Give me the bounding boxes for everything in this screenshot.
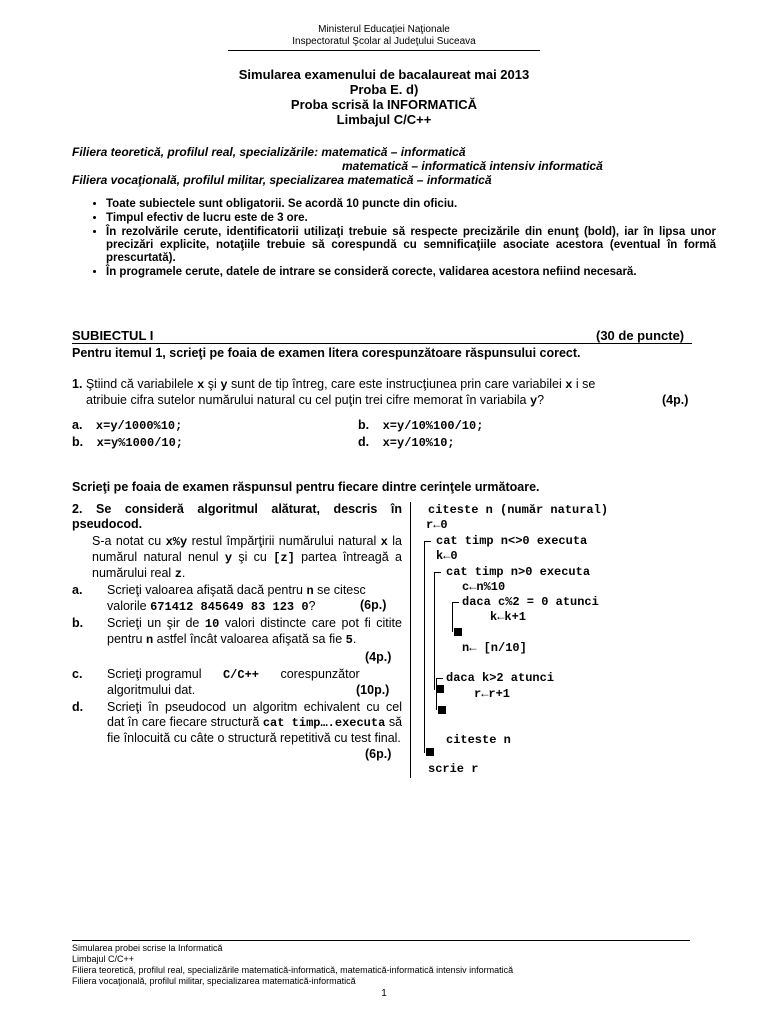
loop-bracket-top (434, 572, 441, 573)
pseudo-line: r←r+1 (474, 687, 511, 701)
q2a-text-part: Scrieţi valoarea afişată dacă pentru (107, 583, 303, 597)
q2-intro (72, 502, 402, 532)
q2a-points: (6p.) (360, 598, 387, 612)
q1-var-y: y (529, 394, 538, 408)
pseudo-line: daca c%2 = 0 atunci (462, 595, 599, 609)
q2c-lang: C/C++ (222, 668, 259, 682)
pseudo-line: k←k+1 (490, 610, 527, 624)
q2-text: partea întreagă a numărului real (92, 550, 402, 580)
q2a-text (107, 583, 402, 615)
q2d-code: cat timp….executa (262, 716, 386, 730)
option-letter: d. (358, 435, 370, 449)
if-bracket (452, 602, 453, 632)
page-number: 1 (381, 988, 387, 999)
q1-option-a (72, 418, 182, 434)
subject-rule (72, 343, 692, 344)
subject-points: (30 de puncte) (596, 328, 685, 343)
q2-text: S-a notat cu (92, 534, 162, 548)
header-inspectorate: Inspectoratul Şcolar al Judeţului Suceava (292, 36, 476, 47)
q2-text: la numărul natural nenul (92, 534, 402, 564)
footer-line3: Filiera teoretică, profilul real, specializările matematică-informatică, matematică-informatică intensiv informatică (72, 965, 514, 975)
q2-description (92, 534, 402, 582)
q2c-letter: c. (72, 667, 83, 681)
pseudo-line: citeste n (446, 733, 511, 747)
q2b-code: 5 (345, 633, 353, 647)
q1-points: (4p.) (662, 393, 689, 407)
q1-text-part: sunt de tip întreg, care este instrucţiunea prin care variabilei (231, 377, 562, 391)
q2-code: y (224, 551, 233, 565)
option-letter: b. (72, 435, 84, 449)
option-code: x=y/10%10; (382, 436, 455, 450)
q2-text: restul împărţirii numărului natural (191, 534, 377, 548)
loop-bracket-outer (424, 541, 425, 753)
pseudo-line: scrie r (428, 762, 479, 776)
q2b-text-part: Scrieţi un şir de (107, 616, 200, 630)
q2c-text-part: Scrieţi programul (107, 667, 202, 681)
q1-text-part: i se (575, 377, 596, 391)
option-code: x=y%1000/10; (96, 436, 184, 450)
footer-line4: Filiera vocaţională, profilul militar, specializarea matematică-informatică (72, 976, 356, 986)
q2c-points: (10p.) (356, 683, 390, 697)
q1-number: 1. (72, 377, 83, 391)
if-end-marker (438, 706, 446, 714)
pseudo-line: citeste n (număr natural) (428, 503, 609, 517)
pseudo-line: cat timp n>0 executa (446, 565, 591, 579)
if-bracket-top (436, 678, 443, 679)
loop-bracket-top (424, 541, 431, 542)
loop-end-marker (426, 748, 434, 756)
title-line4: Limbajul C/C++ (336, 112, 432, 127)
if-end-marker (454, 628, 462, 636)
header-ministry: Ministerul Educaţiei Naţionale (318, 24, 450, 35)
q1-text-part: ? (537, 393, 545, 407)
title-line2: Proba E. d) (349, 82, 419, 97)
q1-var-y: y (220, 378, 228, 392)
title-line3: Proba scrisă la INFORMATICĂ (290, 97, 478, 112)
title-line1: Simularea examenului de bacalaureat mai 2013 (238, 67, 530, 82)
subject-instruction1: Pentru itemul 1, scrieţi pe foaia de examen litera corespunzătoare răspunsului corect. (72, 346, 581, 360)
footer-line2: Limbajul C/C++ (72, 954, 135, 964)
column-divider (410, 502, 411, 778)
rule-item: • În programele cerute, datele de intrare se consideră corecte, validarea acestora nefiind necesară. (106, 266, 716, 279)
q1-text-part: şi (207, 377, 217, 391)
filiera-line2: matematică – informatică intensiv informatică (342, 159, 603, 173)
q2a-text-part: ? (308, 599, 316, 613)
pseudo-line: c←n%10 (462, 580, 506, 594)
filiera-line1: Filiera teoretică, profilul real, specializările: matematică – informatică (72, 145, 466, 159)
option-letter: a. (72, 418, 83, 432)
loop-bracket-inner (434, 572, 435, 690)
q1-var-x: x (565, 378, 573, 392)
q2a-code: n (306, 584, 314, 598)
q2-code: [z] (273, 551, 295, 565)
q2-code: x (380, 535, 388, 549)
pseudo-line: cat timp n<>0 executa (436, 534, 588, 548)
filiera-line3: Filiera vocaţională, profilul militar, specializarea matematică – informatică (72, 173, 492, 187)
q2-text: şi cu (238, 550, 267, 564)
q2d-letter: d. (72, 700, 84, 714)
pseudo-line: n← [n/10] (462, 641, 527, 655)
q2-intro-text: Se consideră algoritmul alăturat, descris în pseudocod. (72, 502, 402, 531)
loop-end-marker (436, 685, 444, 693)
q1-var-x: x (197, 378, 205, 392)
rule-item: • În rezolvările cerute, identificatorii utilizaţi trebuie să respecte precizările din enunţ (bold), iar în lipsa unor precizări explicite, notaţiile trebuie să corespundă cu semnificaţiile asociate acestora (eventual în formă prescurtată). (106, 226, 716, 265)
q1-text-line2 (86, 393, 544, 409)
q2b-points: (4p.) (365, 650, 392, 664)
option-letter: b. (358, 418, 370, 432)
q2b-code: 10 (204, 617, 220, 631)
q2d-text (107, 700, 402, 746)
q2a-text-part: se citesc valorile (107, 583, 366, 613)
q1-option-b (358, 418, 483, 434)
q2-number: 2. (72, 502, 83, 516)
pseudo-line: r←0 (426, 518, 448, 532)
footer-line1: Simularea probei scrise la Informatică (72, 943, 223, 953)
q2-code: z (174, 567, 182, 581)
q2b-text-part: . (352, 632, 357, 646)
q1-option-c (72, 435, 183, 451)
q1-option-d (358, 435, 455, 451)
if-bracket-top (452, 602, 459, 603)
option-code: x=y/1000%10; (95, 419, 183, 433)
q2c-text-part: corespunzător algoritmului dat. (107, 667, 360, 697)
subject-instruction2: Scrieţi pe foaia de examen răspunsul pentru fiecare dintre cerinţele următoare. (72, 480, 540, 494)
q2a-values: 671412 845649 83 123 0 (150, 600, 309, 614)
q2a-letter: a. (72, 583, 83, 597)
pseudo-line: daca k>2 atunci (446, 671, 555, 685)
option-code: x=y/10%100/10; (382, 419, 484, 433)
footer-rule (72, 940, 690, 941)
subject-title: SUBIECTUL I (72, 328, 154, 343)
q1-text-part: atribuie cifra sutelor numărului natural cu cel puţin trei cifre memorat în variabila (86, 393, 527, 407)
rule-item: • Toate subiectele sunt obligatorii. Se acordă 10 puncte din oficiu. (106, 198, 716, 211)
q1-text-part: Ştiind că variabilele (85, 377, 194, 391)
q2b-letter: b. (72, 616, 84, 630)
header-rule (228, 50, 540, 51)
pseudo-line: k←0 (436, 549, 458, 563)
rule-item: • Timpul efectiv de lucru este de 3 ore. (106, 212, 716, 225)
q2d-text-part: să fie înlocuită cu câte o structură repetitivă cu test final. (107, 715, 403, 745)
if-bracket (436, 678, 437, 710)
q2b-code: n (145, 633, 154, 647)
q2-text: . (181, 566, 186, 580)
q2b-text-part: valori distincte care pot fi citite pentru (107, 616, 402, 646)
q2b-text-part: astfel încât valoarea afişată sa fie (156, 632, 343, 646)
q2-code: x%y (165, 535, 188, 549)
q2d-text-part: Scrieţi în pseudocod un algoritm echivalent cu cel dat în care fiecare structură (107, 700, 402, 729)
q2d-points: (6p.) (365, 747, 392, 761)
q1-text (72, 377, 697, 393)
rules-list (90, 198, 716, 280)
q2b-text (107, 616, 402, 648)
